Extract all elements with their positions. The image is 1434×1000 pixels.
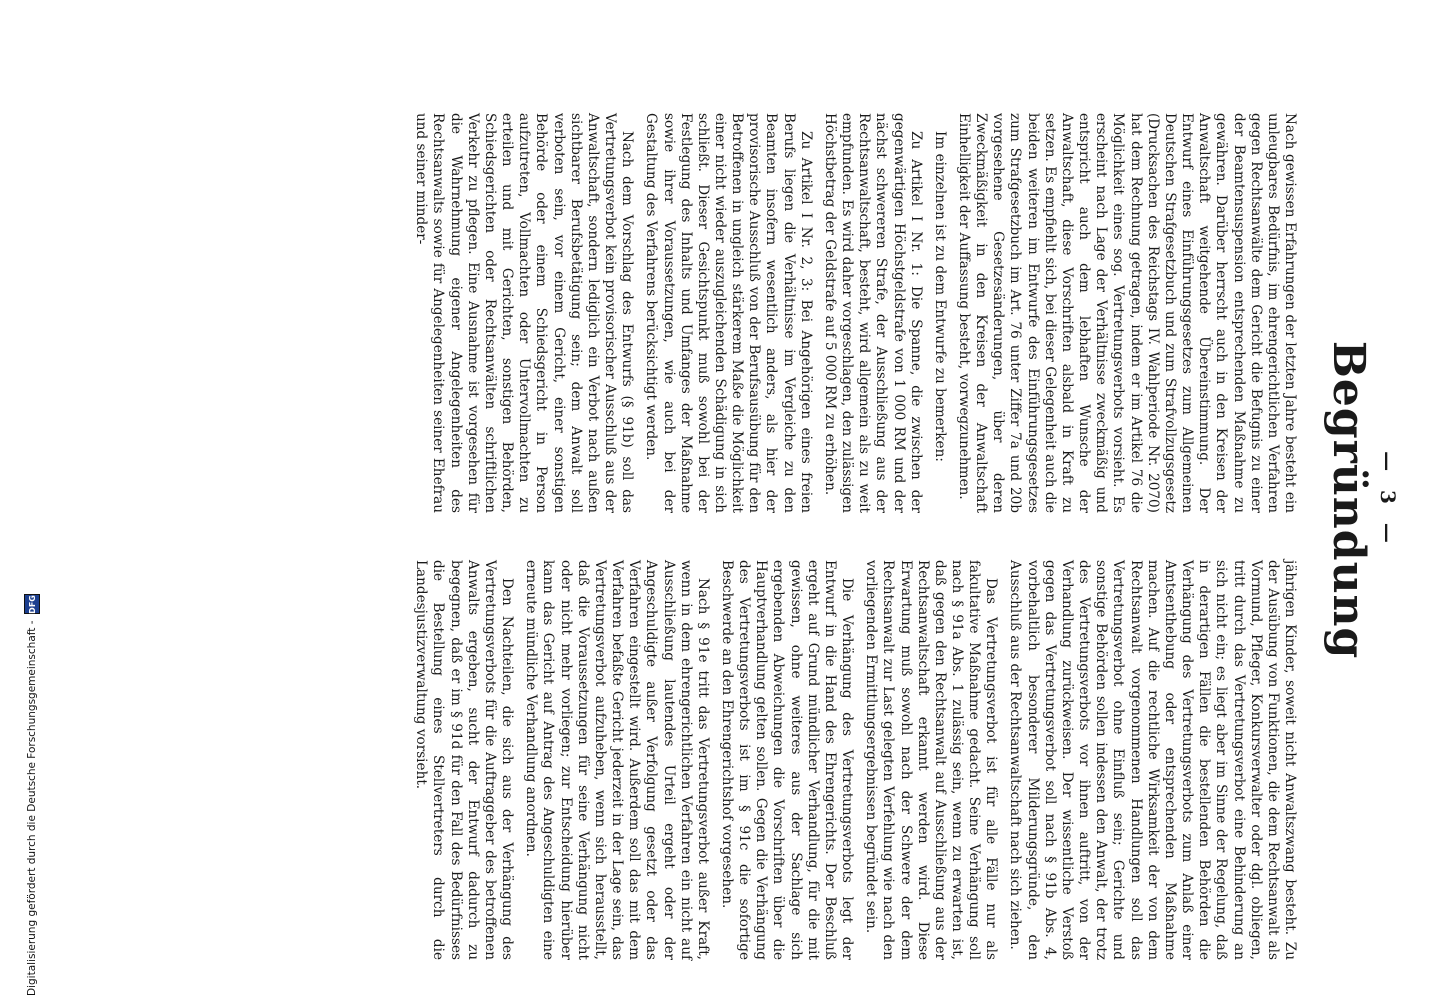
paragraph: Nach dem Vorschlag des Entwurfs (§ 91b) soll das Vertretungsverbot kein provisorischer Ausschluß aus der Anwaltschaft, sondern lediglich ein Verbot nach außen sichtbarer Berufsbetätigung sein; dem Anwalt soll verboten sein, vor einem Gericht, einer sonstigen Behörde oder einem Schiedsgericht in Person aufzutreten, Vollmachten oder Untervollmachten zu erteilen und mit Gerichten, sonstigen Behörden, Schiedsgerichten oder Rechtsanwälten schriftlichen Verkehr zu pflegen. Eine Ausnahme ist vorgesehen für die Wahrnehmung eigener Angelegenheiten des Rechtsanwalts sowie für Angelegenheiten seiner Ehefrau und seiner minder- (413, 113, 636, 513)
paragraph: jährigen Kinder, soweit nicht Anwaltszwang besteht. Zu der Ausübung von Funktionen, die dem Rechtsanwalt als Vormund, Pfleger, Konkursverwalter oder dgl. obliegen, tritt durch das Vertretungsverbot eine Behinderung an sich nicht ein; es liegt aber im Sinne der Regelung, daß in derartigen Fällen die bestellenden Behörden die Verhängung des Vertretungsverbots zum Anlaß einer Amtsenthebung oder entsprechenden Maßnahme machen. Auf die rechtliche Wirksamkeit der von dem Rechtsanwalt vorgenommenen Handlungen soll das Vertretungsverbot ohne Einfluß sein; Gerichte und sonstige Behörden sollen indessen den Anwalt, der trotz des Vertretungsverbots vor ihnen auftritt, von der Verhandlung zurückweisen. Der wissentliche Verstoß gegen das Vertretungsverbot soll nach § 91b Abs. 4, vorbehaltlich besonderer Milderungsgründe, den Ausschluß aus der Rechtsanwaltschaft nach sich ziehen. (1007, 560, 1298, 960)
left-column (405, 113, 1298, 513)
dfg-logo-icon: DFG (24, 594, 40, 614)
paragraph: Zu Artikel I Nr. 1: Die Spanne, die zwischen der gegenwärtigen Höchstgeldstrafe von 1 000 RM und der nächst schwereren Strafe, der Ausschließung aus der Rechtsanwaltschaft, besteht, wird allgemein als zu weit empfunden. Es wird daher vorgeschlagen, den zulässigen Höchstbetrag der Geldstrafe auf 5 000 RM zu erhöhen. (821, 113, 924, 513)
page-title: Begründung (1323, 340, 1374, 660)
paragraph: Die Verhängung des Vertretungsverbots legt der Entwurf in die Hand des Ehrengerichts. Der Beschluß ergeht auf Grund mündlicher Verhandlung, für die mit gewissen, ohne weiteres aus der Sachlage sich ergebenden Abweichungen die Vorschriften über die Hauptverhandlung gelten sollen. Gegen die Verhängung des Vertretungsverbots ist im § 91c die sofortige Beschwerde an den Ehrengerichtshof vorgesehen. (719, 560, 856, 960)
paragraph: Nach § 91e tritt das Vertretungsverbot außer Kraft, wenn in dem ehrengerichtlichen Verfahren ein nicht auf Ausschließung lautendes Urteil ergeht oder der Angeschuldigte außer Verfolgung gesetzt oder das Verfahren eingestellt wird. Außerdem soll das mit dem Verfahren befaßte Gericht jederzeit in der Lage sein, das Vertretungsverbot aufzuheben, wenn sich herausstellt, daß die Voraussetzungen für seine Verhängung nicht oder nicht mehr vorliegen; zur Entscheidung hierüber kann das Gericht auf Antrag des Angeschuldigten eine erneute mündliche Verhandlung anordnen. (523, 560, 711, 960)
credit-text: Digitalisierung gefördert durch die Deutsche Forschungsgemeinschaft - (26, 620, 38, 996)
paragraph: Nach gewissen Erfahrungen der letzten Jahre besteht ein unleugbares Bedürfnis, im ehrengerichtlichen Verfahren gegen Rechtsanwälte dem Gericht die Befugnis zu einer der Beamtensuspension entsprechenden Maßnahme zu gewähren. Darüber herrscht auch in den Kreisen der Anwaltschaft weitgehende Übereinstimmung. Der Entwurf eines Einführungsgesetzes zum Allgemeinen Deutschen Strafgesetzbuch und zum Strafvollzugsgesetz (Drucksachen des Reichstags IV. Wahlperiode Nr. 2070) hat dem Rechnung getragen, indem er im Artikel 76 die Möglichkeit eines sog. Vertretungsverbots vorsieht. Es erscheint nach Lage der Verhältnisse zweckmäßig und entspricht auch dem lebhaften Wunsche der Anwaltschaft, diese Vorschriften alsbald in Kraft zu setzen. Es empfiehlt sich, bei dieser Gelegenheit auch die beiden weiteren im Entwurfe des Einführungsgesetzes zum Strafgesetzbuch im Art. 76 unter Ziffer 7a und 20b vorgesehene Gesetzesänderungen, über deren Zweckmäßigkeit in den Kreisen der Anwaltschaft Einhelligkeit der Auffassung besteht, vorwegzunehmen. (956, 113, 1298, 513)
paragraph: Zu Artikel I Nr. 2, 3: Bei Angehörigen eines freien Berufs liegen die Verhältnisse im Vergleiche zu den Beamten insofern wesentlich anders, als hier der provisorische Ausschluß von der Berufsausübung für den Betroffenen in ungleich stärkerem Maße die Möglichkeit einer nicht wieder auszugleichenden Schädigung in sich schließt. Dieser Gesichtspunkt muß sowohl bei der Festlegung des Inhalts und Umfanges der Maßnahme sowie ihrer Voraussetzungen, wie auch bei der Gestaltung des Verfahrens berücksichtigt werden. (643, 113, 814, 513)
page-number: — 3 — (1376, 451, 1400, 549)
paragraph: Im einzelnen ist zu dem Entwurfe zu bemerken: (931, 131, 948, 462)
digitization-credit (22, 0, 42, 1000)
paragraph: Den Nachteilen, die sich aus der Verhängung des Vertretungsverbots für die Auftraggeber des betroffenen Anwalts ergeben, sucht der Entwurf dadurch zu begegnen, daß er im § 91d für den Fall des Bedürfnisses die Bestellung eines Stellvertreters durch die Landesjustizverwaltung vorsieht. (413, 560, 516, 960)
paragraph: Das Vertretungsverbot ist für alle Fälle nur als fakultative Maßnahme gedacht. Seine Verhängung soll nach § 91a Abs. 1 zulässig sein, wenn zu erwarten ist, daß gegen den Rechtsanwalt auf Ausschließung aus der Rechtsanwaltschaft erkannt werden wird. Diese Erwartung muß sowohl nach der Schwere der dem Rechtsanwalt zur Last gelegten Verfehlung wie nach den vorliegenden Ermittlungsergebnissen begründet sein. (863, 560, 1000, 960)
right-column (405, 560, 1298, 960)
